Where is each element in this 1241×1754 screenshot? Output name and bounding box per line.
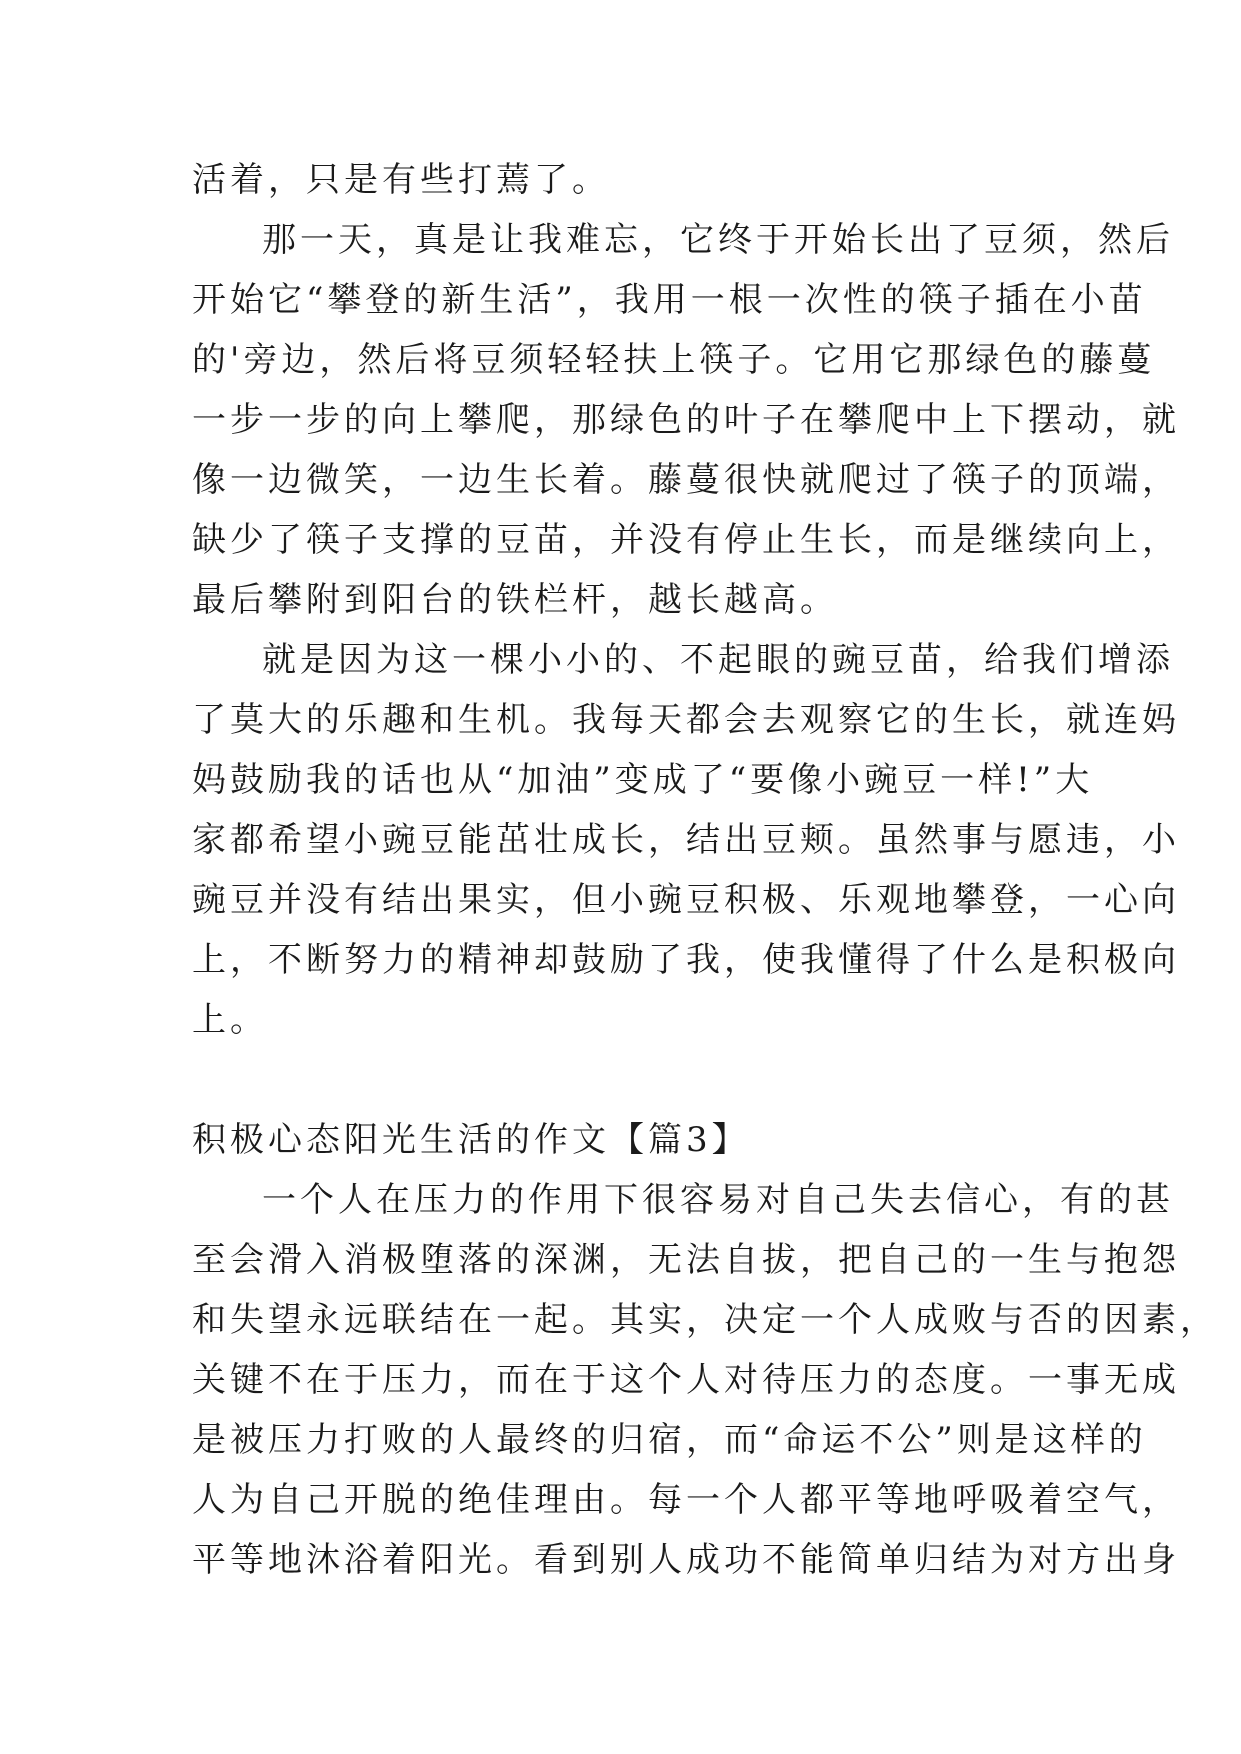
- text-line: 豌豆并没有结出果实，但小豌豆积极、乐观地攀登，一心向: [192, 880, 1180, 920]
- document-body: [192, 150, 1218, 1590]
- text-line: 了莫大的乐趣和生机。我每天都会去观察它的生长，就连妈: [192, 700, 1180, 740]
- text-line: 家都希望小豌豆能茁壮成长，结出豆颊。虽然事与愿违，小: [192, 820, 1180, 860]
- text-line: 最后攀附到阳台的铁栏杆，越长越高。: [192, 580, 838, 620]
- text-line: 像一边微笑，一边生长着。藤蔓很快就爬过了筷子的顶端，: [192, 460, 1180, 500]
- text-line: 人为自己开脱的绝佳理由。每一个人都平等地呼吸着空气，: [192, 1480, 1180, 1520]
- text-line: 平等地沐浴着阳光。看到别人成功不能简单归结为对方出身: [192, 1540, 1180, 1580]
- text-line: 那一天，真是让我难忘，它终于开始长出了豆须，然后: [262, 220, 1174, 260]
- text-line: 关键不在于压力，而在于这个人对待压力的态度。一事无成: [192, 1360, 1180, 1400]
- text-line: 就是因为这一棵小小的、不起眼的豌豆苗，给我们增添: [262, 640, 1174, 680]
- text-line: 开始它“攀登的新生活”，我用一根一次性的筷子插在小苗: [192, 280, 1147, 320]
- text-line: 至会滑入消极堕落的深渊，无法自拔，把自己的一生与抱怨: [192, 1240, 1180, 1280]
- text-line: 活着，只是有些打蔫了。: [192, 160, 610, 200]
- text-line: 一个人在压力的作用下很容易对自己失去信心，有的甚: [262, 1180, 1174, 1220]
- text-line: 是被压力打败的人最终的归宿，而“命运不公”则是这样的: [192, 1420, 1147, 1460]
- text-line: 上。: [192, 1000, 268, 1040]
- paragraph-gap: [192, 1050, 1072, 1110]
- text-line: 妈鼓励我的话也从“加油”变成了“要像小豌豆一样!”大: [192, 760, 1094, 800]
- text-line: 上，不断努力的精神却鼓励了我，使我懂得了什么是积极向: [192, 940, 1180, 980]
- text-line: 缺少了筷子支撑的豆苗，并没有停止生长，而是继续向上，: [192, 520, 1180, 560]
- text-line: 和失望永远联结在一起。其实，决定一个人成败与否的因素，: [192, 1300, 1218, 1340]
- text-line: 的'旁边，然后将豆须轻轻扶上筷子。它用它那绿色的藤蔓: [192, 340, 1156, 380]
- text-line: 一步一步的向上攀爬，那绿色的叶子在攀爬中上下摆动，就: [192, 400, 1180, 440]
- section-heading: 积极心态阳光生活的作文【篇3】: [192, 1120, 750, 1160]
